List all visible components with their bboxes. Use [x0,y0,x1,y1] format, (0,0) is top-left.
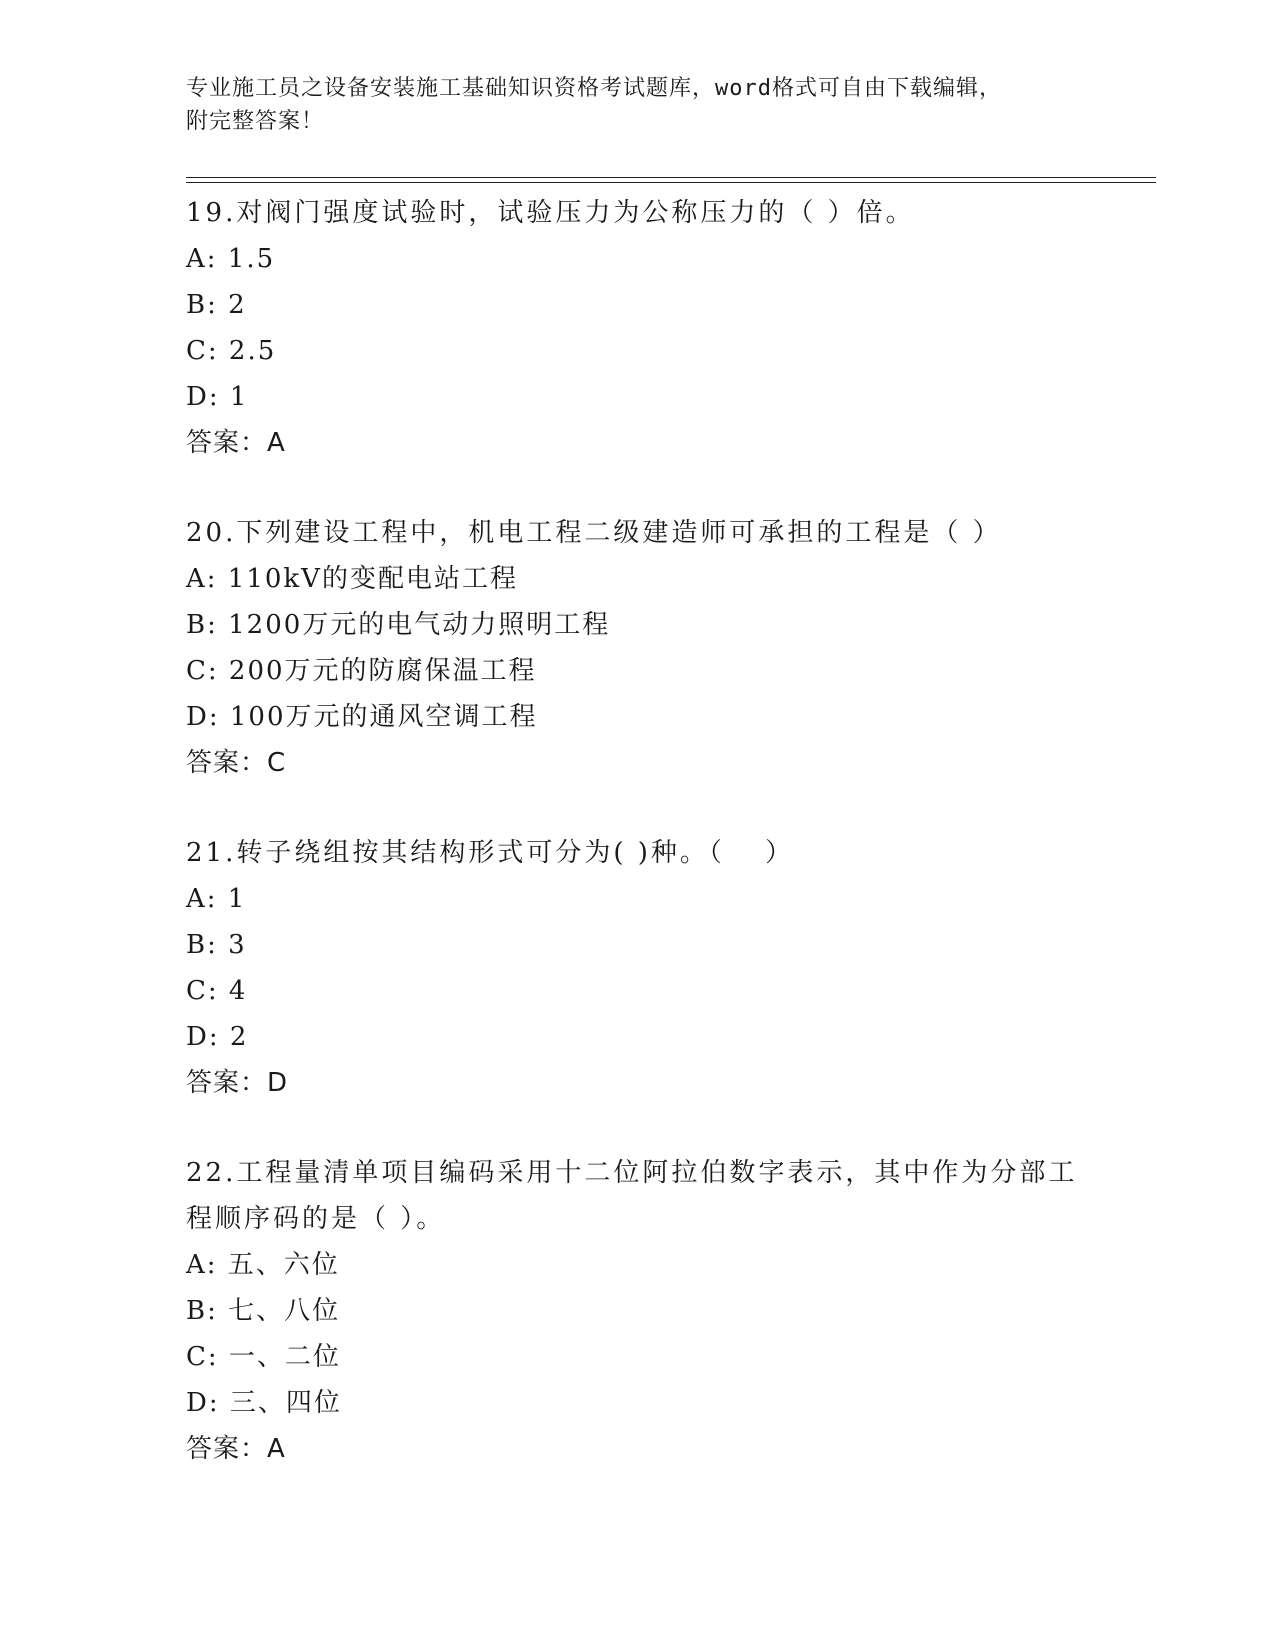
question-22 [186,1150,1156,1472]
answer-label: 答案：A [186,1434,286,1464]
question-list [186,190,1156,1472]
option-b: B: 2 [186,290,247,320]
option-a: A: 110kV的变配电站工程 [186,564,518,594]
option-d: D: 2 [186,1022,249,1052]
option-a: A: 五、六位 [186,1250,340,1280]
document-header [186,72,1066,138]
option-a: A: 1.5 [186,244,276,274]
question-text: 22.工程量清单项目编码采用十二位阿拉伯数字表示，其中作为分部工程顺序码的是（ ）。 [186,1158,1078,1234]
question-text: 19.对阀门强度试验时，试验压力为公称压力的（ ）倍。 [186,198,915,228]
answer-label: 答案：D [186,1068,289,1098]
option-b: B: 1200万元的电气动力照明工程 [186,610,611,640]
option-d: D: 100万元的通风空调工程 [186,702,538,732]
option-c: C: 4 [186,976,248,1006]
question-20 [186,510,1156,786]
option-d: D: 1 [186,382,249,412]
answer-label: 答案：C [186,748,287,778]
option-d: D: 三、四位 [186,1388,342,1418]
option-b: B: 3 [186,930,247,960]
header-line-2: 附完整答案！ [186,109,325,134]
question-21 [186,830,1156,1106]
header-divider-bottom [186,182,1156,183]
question-19 [186,190,1156,466]
header-line-1: 专业施工员之设备安装施工基础知识资格考试题库，word格式可自由下载编辑， [186,76,1002,101]
option-c: C: 2.5 [186,336,277,366]
option-c: C: 一、二位 [186,1342,341,1372]
answer-label: 答案：A [186,428,286,458]
header-divider-top [186,177,1156,178]
option-b: B: 七、八位 [186,1296,341,1326]
question-text: 21.转子绕组按其结构形式可分为( )种。（ ） [186,838,795,868]
question-text: 20.下列建设工程中，机电工程二级建造师可承担的工程是（ ） [186,518,1002,548]
option-a: A: 1 [186,884,247,914]
option-c: C: 200万元的防腐保温工程 [186,656,537,686]
